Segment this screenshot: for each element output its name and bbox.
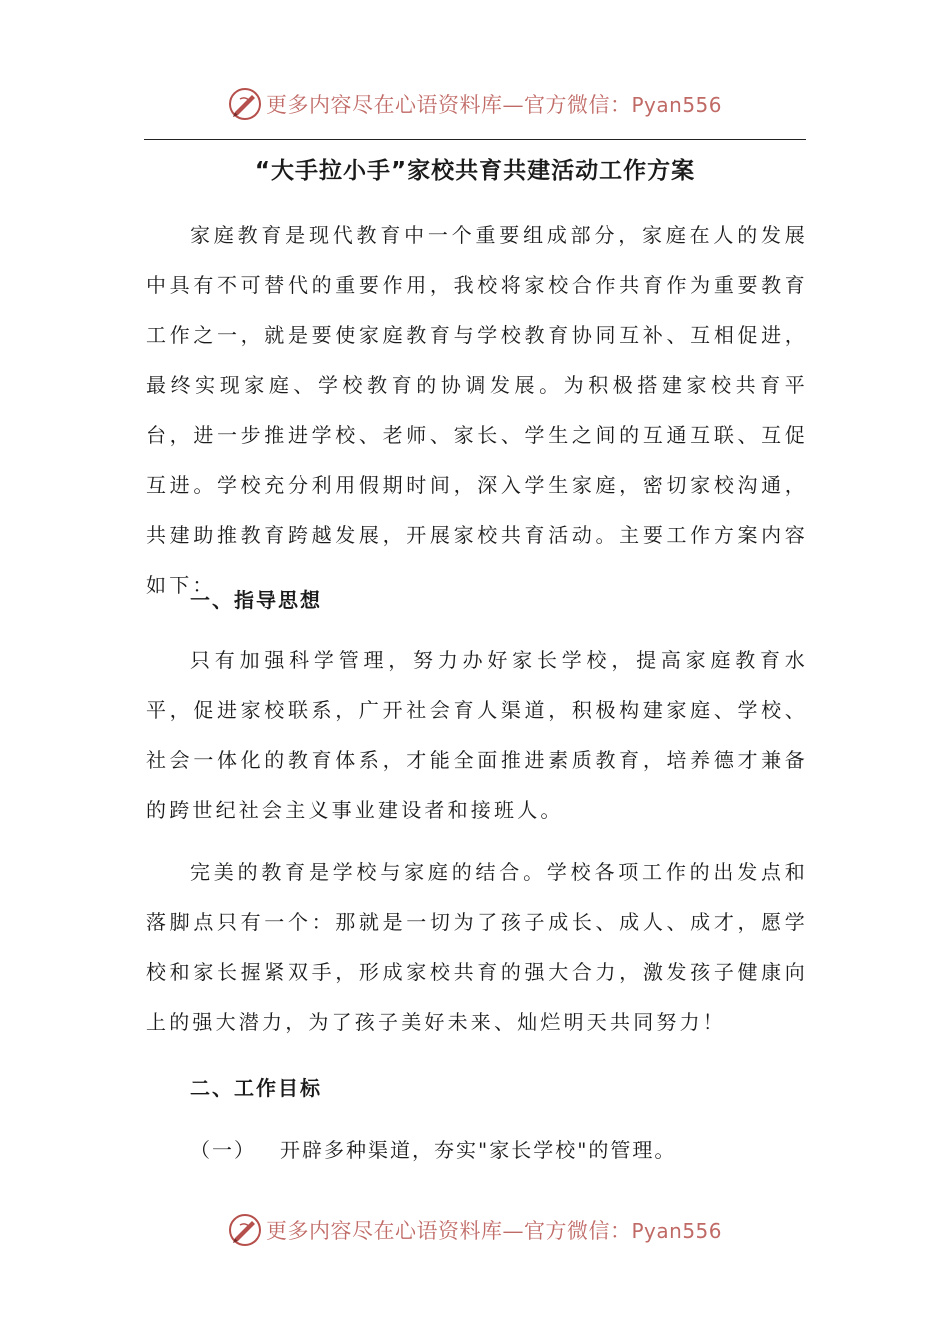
banner-text xyxy=(266,1215,722,1245)
wechat-id: Pyan556 xyxy=(631,93,722,117)
pen-logo-icon xyxy=(228,1213,262,1247)
goal-item-number: （一） xyxy=(190,1138,256,1162)
goal-item-1 xyxy=(190,1134,676,1163)
guiding-ideology-paragraph-2: 完美的教育是学校与家庭的结合。学校各项工作的出发点和落脚点只有一个：那就是一切为了孩子成长、成人、成才，愿学校和家长握紧双手，形成家校共育的强大合力，激发孩子健康向上的强大潜力，为了孩子美好未来、灿烂明天共同努力！ xyxy=(146,860,808,1034)
footer-banner xyxy=(0,1210,950,1250)
intro-paragraph: 家庭教育是现代教育中一个重要组成部分，家庭在人的发展中具有不可替代的重要作用，我校将家校合作共育作为重要教育工作之一，就是要使家庭教育与学校教育协同互补、互相促进，最终实现家庭、学校教育的协调发展。为积极搭建家校共育平台，进一步推进学校、老师、家长、学生之间的互通互联、互促互进。学校充分利用假期时间，深入学生家庭，密切家校沟通，共建助推教育跨越发展，开展家校共育活动。主要工作方案内容如下： xyxy=(146,223,808,597)
section-heading-work-goals: 二、工作目标 xyxy=(190,1076,322,1100)
pen-logo-icon xyxy=(228,87,262,121)
document-title: “大手拉小手”家校共育共建活动工作方案 xyxy=(254,158,696,184)
header-banner xyxy=(0,84,950,124)
banner-label: 更多内容尽在心语资料库—官方微信： xyxy=(265,93,632,117)
wechat-id: Pyan556 xyxy=(631,1219,722,1243)
banner-label: 更多内容尽在心语资料库—官方微信： xyxy=(265,1219,632,1243)
header-rule xyxy=(144,139,806,140)
guiding-ideology-paragraph-1: 只有加强科学管理，努力办好家长学校，提高家庭教育水平，促进家校联系，广开社会育人渠道，积极构建家庭、学校、社会一体化的教育体系，才能全面推进素质教育，培养德才兼备的跨世纪社会主义事业建设者和接班人。 xyxy=(146,648,808,822)
section-heading-guiding-ideology: 一、指导思想 xyxy=(190,588,322,612)
goal-item-text: 开辟多种渠道，夯实"家长学校"的管理。 xyxy=(280,1138,677,1162)
banner-text xyxy=(266,89,722,119)
